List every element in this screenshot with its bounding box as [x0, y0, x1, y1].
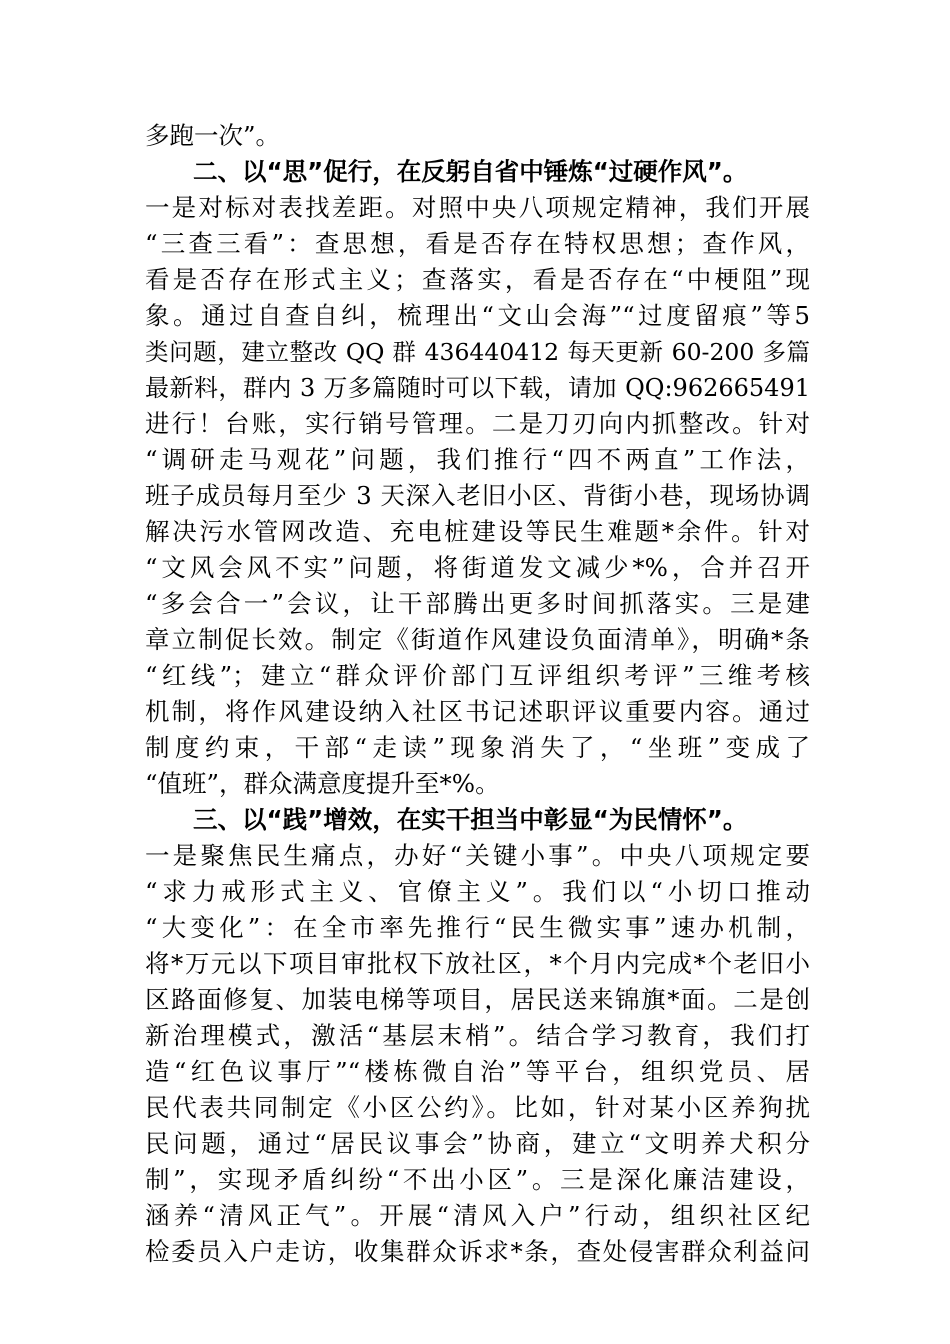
text-line: 解决污水管网改造、充电桩建设等民生难题*余件。针对	[145, 517, 810, 546]
text-line: 涵养“清风正气”。开展“清风入户”行动，组织社区纪	[145, 1201, 810, 1230]
section-heading-3: 三、以“践”增效，在实干担当中彰显“为民情怀”。	[193, 805, 748, 834]
text-line: “三查三看”：查思想，看是否存在特权思想；查作风，	[145, 229, 810, 258]
text-line: 检委员入户走访，收集群众诉求*条，查处侵害群众利益问	[145, 1237, 810, 1266]
text-line: “求力戒形式主义、官僚主义”。我们以“小切口推动	[145, 877, 810, 906]
text-line: “大变化”：在全市率先推行“民生微实事”速办机制，	[145, 913, 810, 942]
text-line: 班子成员每月至少 3 天深入老旧小区、背街小巷，现场协调	[145, 481, 810, 510]
text-line: 民代表共同制定《小区公约》。比如，针对某小区养狗扰	[145, 1093, 810, 1122]
text-line: 制”，实现矛盾纠纷“不出小区”。三是深化廉洁建设，	[145, 1165, 810, 1194]
text-line: “文风会风不实”问题，将街道发文减少*%，合并召开	[145, 553, 810, 582]
text-line: “值班”，群众满意度提升至*%。	[145, 769, 500, 798]
text-line: 区路面修复、加装电梯等项目，居民送来锦旗*面。二是创	[145, 985, 810, 1014]
text-line: 一是聚焦民生痛点，办好“关键小事”。中央八项规定要	[145, 841, 810, 870]
text-line: 章立制促长效。制定《街道作风建设负面清单》，明确*条	[145, 625, 810, 654]
text-line: 看是否存在形式主义；查落实，看是否存在“中梗阻”现	[145, 265, 810, 294]
text-line: 机制，将作风建设纳入社区书记述职评议重要内容。通过	[145, 697, 810, 726]
text-line: “红线”；建立“群众评价部门互评组织考评”三维考核	[145, 661, 810, 690]
text-line: 新治理模式，激活“基层末梢”。结合学习教育，我们打	[145, 1021, 810, 1050]
text-line: 进行！台账，实行销号管理。二是刀刃向内抓整改。针对	[145, 409, 810, 438]
text-line: 民问题，通过“居民议事会”协商，建立“文明养犬积分	[145, 1129, 810, 1158]
text-line: “多会合一”会议，让干部腾出更多时间抓落实。三是建	[145, 589, 810, 618]
section-heading-2: 二、以“思”促行，在反躬自省中锤炼“过硬作风”。	[193, 157, 748, 186]
text-line: 多跑一次”。	[145, 121, 281, 150]
text-line: 将*万元以下项目审批权下放社区，*个月内完成*个老旧小	[145, 949, 810, 978]
text-line: 类问题，建立整改 QQ 群 436440412 每天更新 60-200 多篇	[145, 338, 810, 366]
text-line: 象。通过自查自纠，梳理出“文山会海”“过度留痕”等5	[145, 301, 810, 330]
text-line: 最新料，群内 3 万多篇随时可以下载，请加 QQ:962665491	[145, 374, 810, 402]
text-line: 制度约束，干部“走读”现象消失了，“坐班”变成了	[145, 733, 810, 762]
text-line: “调研走马观花”问题，我们推行“四不两直”工作法，	[145, 445, 810, 474]
text-line: 一是对标对表找差距。对照中央八项规定精神，我们开展	[145, 193, 810, 222]
text-line: 造“红色议事厅”“楼栋微自治”等平台，组织党员、居	[145, 1057, 810, 1086]
